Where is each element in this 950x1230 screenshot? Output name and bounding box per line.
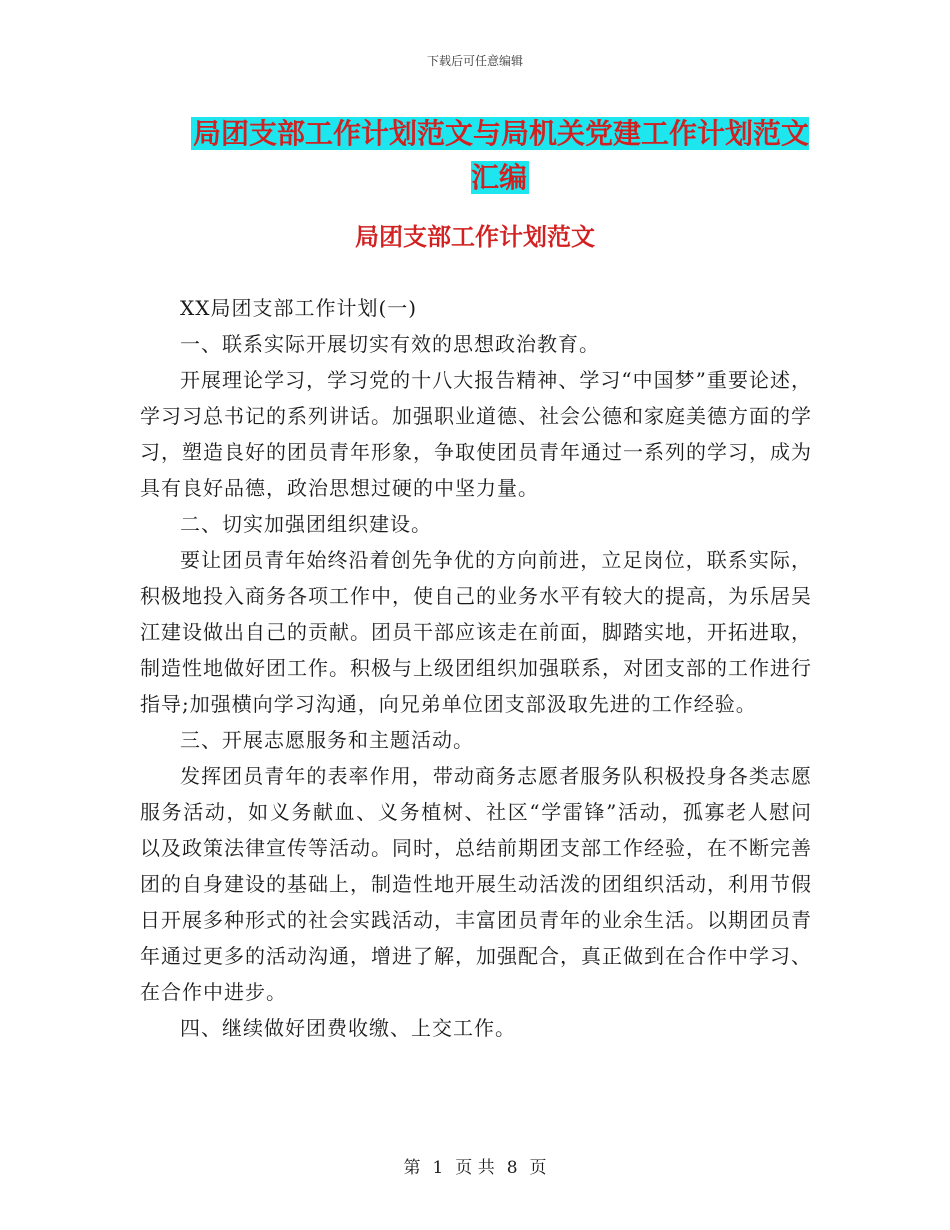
body-paragraph: XX局团支部工作计划(一) [180,296,418,320]
body-paragraph: 开展理论学习，学习党的十八大报告精神、学习“中国梦”重要论述，学习习总书记的系列讲话。加强职业道德、社会公德和家庭美德方面的学习，塑造良好的团员青年形象，争取使团员青年通过一系列的学习，成为具有良好品德，政治思想过硬的中坚力量。 [140,368,812,500]
body-paragraph: 三、开展志愿服务和主题活动。 [180,728,474,752]
page-footer [0,1153,950,1178]
page-label-prefix: 第 [403,1158,421,1178]
body-paragraph: 二、切实加强团组织建设。 [180,512,432,536]
page-label-suffix: 页 [529,1158,547,1178]
current-page-number: 1 [432,1158,444,1178]
page-label-mid: 页 共 [455,1158,495,1178]
body-paragraph: 要让团员青年始终沿着创先争优的方向前进，立足岗位，联系实际，积极地投入商务各项工作中，使自己的业务水平有较大的提高，为乐居吴江建设做出自己的贡献。团员干部应该走在前面，脚踏实地，开拓进取，制造性地做好团工作。积极与上级团组织加强联系，对团支部的工作进行指导;加强横向学习沟通，向兄弟单位团支部汲取先进的工作经验。 [140,548,812,716]
body-paragraph: 发挥团员青年的表率作用，带动商务志愿者服务队积极投身各类志愿服务活动，如义务献血、义务植树、社区“学雷锋”活动，孤寡老人慰问以及政策法律宣传等活动。同时，总结前期团支部工作经验，在不断完善团的自身建设的基础上，制造性地开展生动活泼的团组织活动，利用节假日开展多种形式的社会实践活动，丰富团员青年的业余生活。以期团员青年通过更多的活动沟通，增进了解，加强配合，真正做到在合作中学习、在合作中进步。 [140,764,812,1004]
document-title-highlight: 局团支部工作计划范文与局机关党建工作计划范文汇编 [192,117,809,194]
body-paragraph: 一、联系实际开展切实有效的思想政治教育。 [180,332,600,356]
body-paragraph: 四、继续做好团费收缴、上交工作。 [180,1016,516,1040]
document-title [190,112,810,200]
total-pages-number: 8 [506,1158,518,1178]
section-title: 局团支部工作计划范文 [355,223,595,251]
header-note: 下载后可任意编辑 [426,54,523,68]
document-body [140,290,812,1046]
